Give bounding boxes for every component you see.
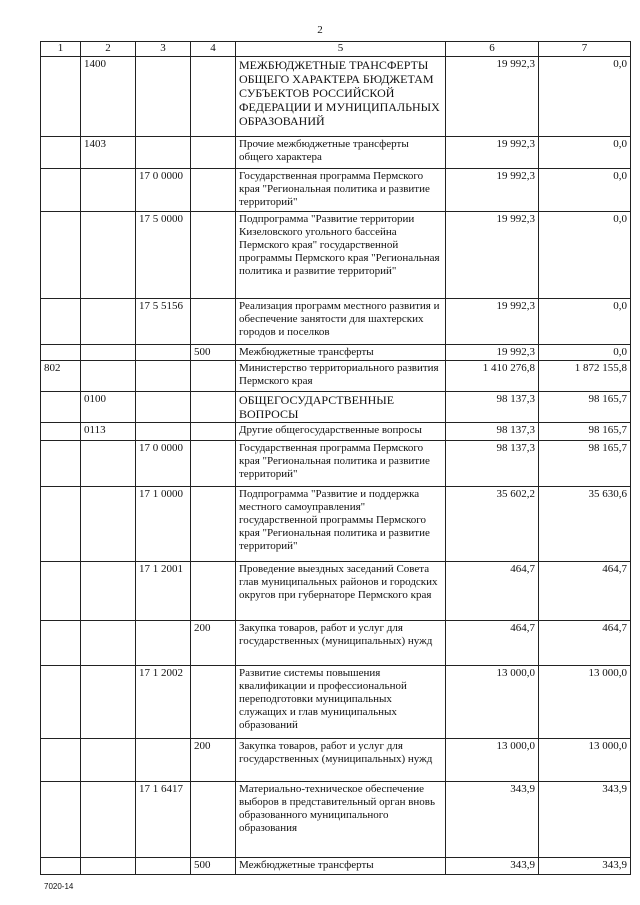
cell-expense-type [191,782,236,858]
cell-expense-type [191,441,236,487]
cell-value-6: 98 137,3 [446,441,539,487]
cell-name: ОБЩЕГОСУДАРСТВЕННЫЕ ВОПРОСЫ [236,392,446,423]
table-row [41,562,631,621]
cell-expense-type [191,423,236,441]
table-row [41,212,631,299]
cell-value-7: 343,9 [539,782,631,858]
cell-value-7: 98 165,7 [539,423,631,441]
cell-value-7: 1 872 155,8 [539,361,631,392]
table-row [41,621,631,666]
cell-section: 0113 [81,423,136,441]
cell-ministry [41,441,81,487]
cell-target [136,621,191,666]
header-row [41,42,631,57]
cell-value-7: 98 165,7 [539,392,631,423]
cell-value-6: 19 992,3 [446,137,539,169]
cell-section [81,212,136,299]
cell-name: Межбюджетные трансферты [236,858,446,875]
cell-ministry [41,739,81,782]
col-header-7: 7 [539,42,631,57]
cell-expense-type: 500 [191,858,236,875]
cell-target [136,423,191,441]
cell-value-7: 0,0 [539,345,631,361]
cell-target: 17 0 0000 [136,441,191,487]
cell-name: Закупка товаров, работ и услуг для государственных (муниципальных) нужд [236,739,446,782]
col-header-6: 6 [446,42,539,57]
cell-value-6: 13 000,0 [446,666,539,739]
cell-target [136,392,191,423]
cell-name: Межбюджетные трансферты [236,345,446,361]
cell-ministry: 802 [41,361,81,392]
col-header-3: 3 [136,42,191,57]
table-row [41,361,631,392]
cell-ministry [41,212,81,299]
cell-value-6: 13 000,0 [446,739,539,782]
table-row [41,57,631,137]
cell-value-7: 0,0 [539,57,631,137]
cell-ministry [41,137,81,169]
table-row [41,345,631,361]
table-row [41,739,631,782]
col-header-4: 4 [191,42,236,57]
cell-value-7: 464,7 [539,562,631,621]
cell-expense-type [191,487,236,562]
cell-value-7: 0,0 [539,212,631,299]
cell-value-6: 19 992,3 [446,345,539,361]
cell-name: МЕЖБЮДЖЕТНЫЕ ТРАНСФЕРТЫ ОБЩЕГО ХАРАКТЕРА БЮДЖЕТАМ СУБЪЕКТОВ РОССИЙСКОЙ ФЕДЕРАЦИИ И МУНИЦИПАЛЬНЫХ ОБРАЗОВАНИЙ [236,57,446,137]
cell-value-7: 0,0 [539,137,631,169]
page-number: 2 [317,24,323,36]
cell-name: Подпрограмма "Развитие и поддержка местного самоуправления" государственной программы Пермского края "Региональная политика и развитие территорий" [236,487,446,562]
cell-value-6: 343,9 [446,858,539,875]
cell-value-7: 0,0 [539,169,631,212]
cell-expense-type [191,299,236,345]
cell-ministry [41,621,81,666]
cell-target: 17 1 2001 [136,562,191,621]
cell-value-6: 19 992,3 [446,212,539,299]
cell-expense-type: 200 [191,739,236,782]
cell-expense-type [191,666,236,739]
cell-target: 17 1 6417 [136,782,191,858]
cell-section [81,169,136,212]
cell-name: Проведение выездных заседаний Совета глав муниципальных районов и городских округов при губернаторе Пермского края [236,562,446,621]
cell-ministry [41,487,81,562]
cell-name: Подпрограмма "Развитие территории Кизеловского угольного бассейна Пермского края" государственной программы Пермского края "Региональная политика и развитие территорий" [236,212,446,299]
cell-target [136,739,191,782]
cell-section [81,666,136,739]
cell-value-6: 98 137,3 [446,423,539,441]
cell-section: 1403 [81,137,136,169]
cell-section: 0100 [81,392,136,423]
cell-expense-type [191,212,236,299]
cell-target [136,345,191,361]
col-header-2: 2 [81,42,136,57]
table-row [41,666,631,739]
table-row [41,137,631,169]
cell-target [136,361,191,392]
cell-target [136,858,191,875]
cell-target [136,137,191,169]
cell-target: 17 1 2002 [136,666,191,739]
cell-ministry [41,423,81,441]
cell-expense-type: 500 [191,345,236,361]
cell-ministry [41,299,81,345]
cell-ministry [41,858,81,875]
cell-expense-type [191,392,236,423]
table-row [41,487,631,562]
table-row [41,169,631,212]
cell-target [136,57,191,137]
cell-value-6: 19 992,3 [446,299,539,345]
cell-value-7: 98 165,7 [539,441,631,487]
footer-code: 7020-14 [44,882,74,891]
cell-name: Материально-техническое обеспечение выборов в представительный орган вновь образованного муниципального образования [236,782,446,858]
table-row [41,392,631,423]
cell-name: Государственная программа Пермского края "Региональная политика и развитие территорий" [236,441,446,487]
cell-expense-type: 200 [191,621,236,666]
cell-section [81,361,136,392]
cell-section: 1400 [81,57,136,137]
cell-section [81,441,136,487]
cell-expense-type [191,57,236,137]
cell-ministry [41,345,81,361]
cell-name: Реализация программ местного развития и обеспечение занятости для шахтерских городов и поселков [236,299,446,345]
cell-section [81,621,136,666]
cell-ministry [41,666,81,739]
cell-target: 17 5 5156 [136,299,191,345]
cell-name: Государственная программа Пермского края "Региональная политика и развитие территорий" [236,169,446,212]
cell-value-6: 343,9 [446,782,539,858]
cell-value-7: 35 630,6 [539,487,631,562]
cell-ministry [41,562,81,621]
table-row [41,299,631,345]
cell-expense-type [191,361,236,392]
cell-value-7: 343,9 [539,858,631,875]
cell-section [81,345,136,361]
cell-value-6: 35 602,2 [446,487,539,562]
cell-ministry [41,782,81,858]
cell-name: Прочие межбюджетные трансферты общего характера [236,137,446,169]
cell-name: Закупка товаров, работ и услуг для государственных (муниципальных) нужд [236,621,446,666]
cell-value-6: 98 137,3 [446,392,539,423]
cell-value-6: 1 410 276,8 [446,361,539,392]
cell-ministry [41,392,81,423]
cell-ministry [41,169,81,212]
cell-target: 17 0 0000 [136,169,191,212]
cell-value-7: 13 000,0 [539,739,631,782]
cell-name: Другие общегосударственные вопросы [236,423,446,441]
cell-section [81,487,136,562]
budget-table [40,41,631,875]
table-row [41,441,631,487]
table-row [41,423,631,441]
col-header-5: 5 [236,42,446,57]
cell-expense-type [191,169,236,212]
cell-expense-type [191,137,236,169]
cell-section [81,299,136,345]
cell-section [81,858,136,875]
table-row [41,858,631,875]
cell-section [81,782,136,858]
cell-value-6: 19 992,3 [446,169,539,212]
cell-section [81,562,136,621]
cell-value-6: 464,7 [446,621,539,666]
cell-value-7: 0,0 [539,299,631,345]
cell-ministry [41,57,81,137]
col-header-1: 1 [41,42,81,57]
table-row [41,782,631,858]
cell-value-6: 19 992,3 [446,57,539,137]
cell-value-6: 464,7 [446,562,539,621]
cell-target: 17 5 0000 [136,212,191,299]
cell-name: Развитие системы повышения квалификации и профессиональной переподготовки муниципальных служащих и глав муниципальных образований [236,666,446,739]
cell-value-7: 13 000,0 [539,666,631,739]
cell-section [81,739,136,782]
cell-value-7: 464,7 [539,621,631,666]
cell-name: Министерство территориального развития Пермского края [236,361,446,392]
cell-target: 17 1 0000 [136,487,191,562]
cell-expense-type [191,562,236,621]
